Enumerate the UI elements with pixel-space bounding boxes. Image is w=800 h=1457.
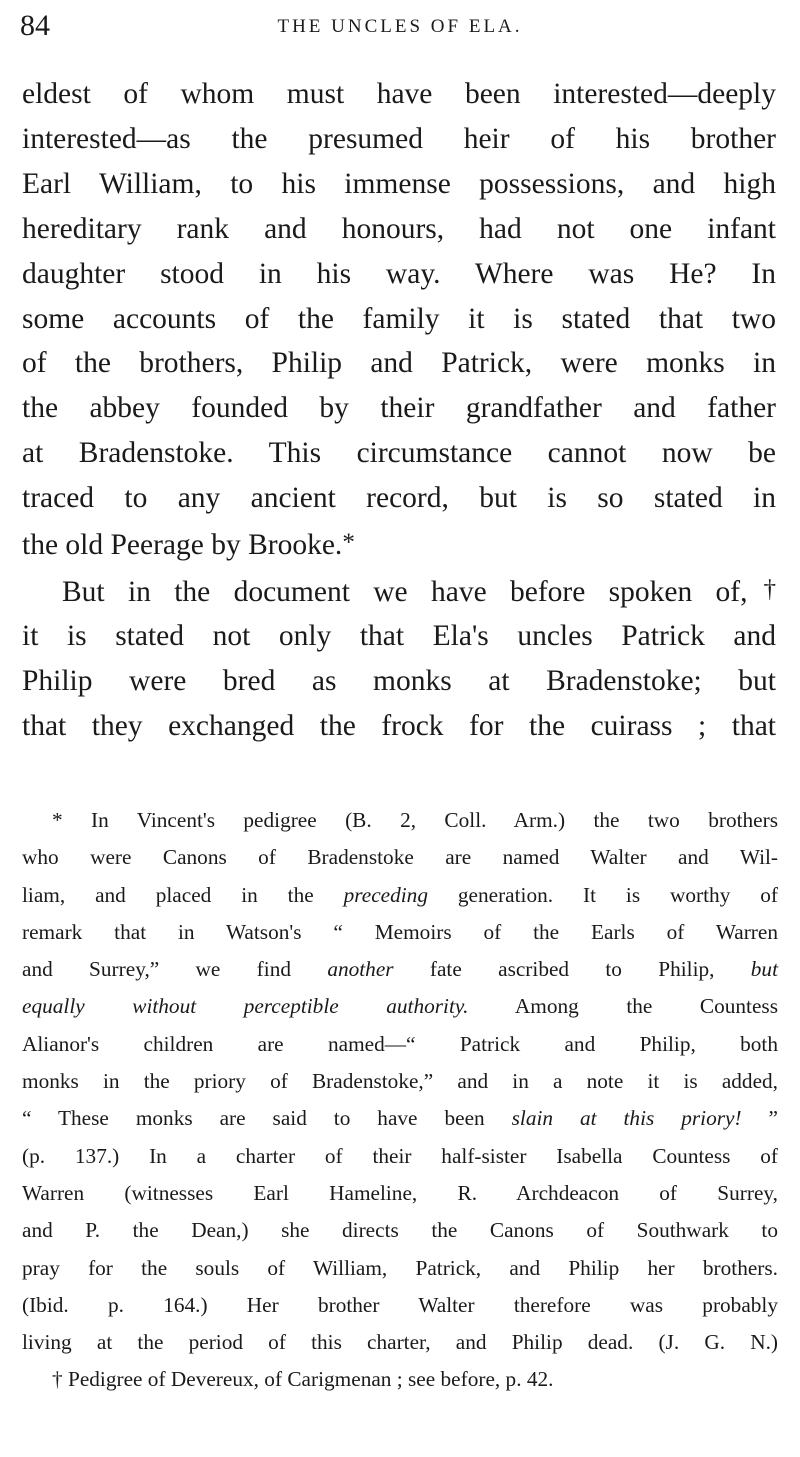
page-number: 84 [20,9,50,42]
footnote-line: monks in the priory of Bradenstoke,” and in a note it is added, [22,1069,778,1094]
footnote-italic: but [750,957,778,982]
body-line: Philip were bred as monks at Bradenstoke; but [22,665,776,698]
footnote-line: remark that in Watson's “ Memoirs of the Earls of Warren [22,919,778,944]
footnote-italic: equally without perceptible authority. [22,994,469,1019]
body-line: that they exchanged the frock for the cuirass ; that [22,710,776,743]
body-line: the abbey founded by their grandfather and father [22,392,776,425]
footnote-ref-dagger: † [747,575,776,603]
footnote-line: (p. 137.) In a charter of their half-sister Isabella Countess of [22,1143,778,1168]
footnote-line [22,877,778,914]
footnote-line [22,951,778,988]
footnote-ref-asterisk: * [342,529,355,557]
body-text [22,72,776,749]
footnote-line: living at the period of this charter, and Philip dead. (J. G. N.) [22,1330,778,1355]
body-line: some accounts of the family it is stated that two [22,302,776,335]
body-text-span: But in the document we have before spoken of, [62,575,748,608]
body-line: of the brothers, Philip and Patrick, were monks in [22,347,776,380]
footnote-line: Alianor's children are named—“ Patrick and Philip, both [22,1031,778,1056]
footnote-line: who were Canons of Bradenstoke are named Walter and Wil- [22,845,778,870]
running-head [0,8,800,48]
body-line [22,521,776,568]
body-line: Earl William, to his immense possessions, and high [22,167,776,200]
body-text-span: the old Peerage by Brooke. [22,528,343,561]
footnote-italic: another [327,957,394,982]
footnote-text-span: Among the Countess [468,994,778,1019]
body-line: at Bradenstoke. This circumstance cannot now be [22,437,776,470]
body-line: it is stated not only that Ela's uncles Patrick and [22,620,776,653]
footnote-italic: preceding [343,882,428,907]
footnote-line: * In Vincent's pedigree (B. 2, Coll. Arm.) the two brothers [52,808,778,832]
footnote-line: pray for the souls of William, Patrick, and Philip her brothers. [22,1255,778,1280]
footnote-line [22,988,778,1025]
footnote-italic: slain at this priory! [511,1106,742,1131]
footnote-text-span: generation. It is worthy of [427,882,778,907]
footnote-text-span: and Surrey,” we find [22,957,328,982]
footnote-text-span: fate ascribed to Philip, [393,957,751,982]
footnote-line: (Ibid. p. 164.) Her brother Walter therefore was probably [22,1292,778,1317]
body-line: eldest of whom must have been interested—deeply [22,78,776,110]
body-line: interested—as the presumed heir of his brother [22,122,776,155]
body-line [22,568,776,615]
body-line: hereditary rank and honours, had not one infant [22,212,776,245]
footnote-line: and P. the Dean,) she directs the Canons of Southwark to [22,1218,778,1243]
footnote-line: Warren (witnesses Earl Hameline, R. Archdeacon of Surrey, [22,1180,778,1205]
footnote-line [22,1100,778,1137]
body-line: traced to any ancient record, but is so stated in [22,482,776,515]
footnote-text-span: liam, and placed in the [22,882,344,907]
footnote-text-span: ” [741,1106,778,1131]
footnotes [22,802,778,1399]
body-line: daughter stood in his way. Where was He? In [22,257,776,290]
running-title: THE UNCLES OF ELA. [277,16,523,37]
footnote-text-span: “ These monks are said to have been [22,1106,512,1131]
footnote-line: † Pedigree of Devereux, of Carigmenan ; see before, p. 42. [52,1367,554,1392]
